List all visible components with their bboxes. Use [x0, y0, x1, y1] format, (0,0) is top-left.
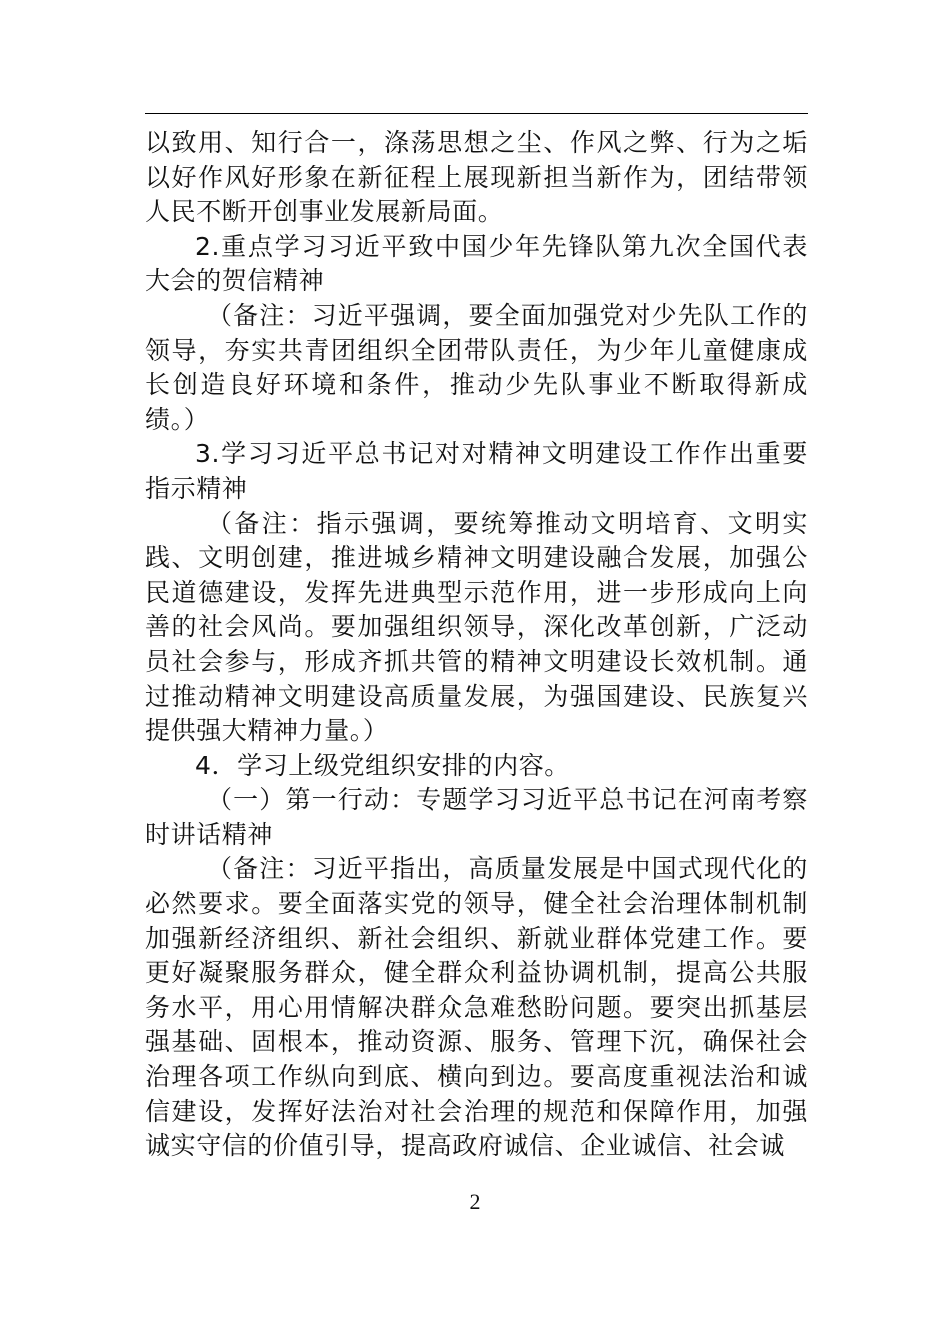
paragraph-action-1-heading: （一）第一行动：专题学习习近平总书记在河南考察时讲话精神 — [145, 785, 808, 849]
document-body — [145, 126, 808, 1164]
paragraph-item-4-heading: 4．学习上级党组织安排的内容。 — [195, 750, 570, 780]
paragraph-continuation: 以致用、知行合一，涤荡思想之尘、作风之弊、行为之垢以好作风好形象在新征程上展现新担当新作为，团结带领人民不断开创事业发展新局面。 — [145, 128, 808, 227]
paragraph-action-1-note: （备注：习近平指出，高质量发展是中国式现代化的必然要求。要全面落实党的领导，健全社会治理体制机制加强新经济组织、新社会组织、新就业群体党建工作。要更好凝聚服务群众，健全群众利益协调机制，提高公共服务水平，用心用情解决群众急难愁盼问题。要突出抓基层强基础、固根本，推动资源、服务、管理下沉，确保社会治理各项工作纵向到底、横向到边。要高度重视法治和诚信建设，发挥好法治对社会治理的规范和保障作用，加强诚实守信的价值引导，提高政府诚信、企业诚信、社会诚 — [145, 854, 808, 1161]
paragraph-item-2-heading: 2.重点学习习近平致中国少年先锋队第九次全国代表大会的贺信精神 — [145, 231, 808, 296]
header-rule — [145, 113, 808, 114]
paragraph-item-3-heading: 3.学习习近平总书记对对精神文明建设工作作出重要指示精神 — [145, 439, 808, 503]
page-number: 2 — [469, 1189, 481, 1214]
paragraph-item-2-note: （备注：习近平强调，要全面加强党对少先队工作的领导，夯实共青团组织全团带队责任，为少年儿童健康成长创造良好环境和条件，推动少先队事业不断取得新成绩。） — [145, 300, 808, 434]
paragraph-item-3-note: （备注：指示强调，要统筹推动文明培育、文明实践、文明创建，推进城乡精神文明建设融合发展，加强公民道德建设，发挥先进典型示范作用，进一步形成向上向善的社会风尚。要加强组织领导，深化改革创新，广泛动员社会参与，形成齐抓共管的精神文明建设长效机制。通过推动精神文明建设高质量发展，为强国建设、民族复兴提供强大精神力量。） — [145, 508, 808, 746]
